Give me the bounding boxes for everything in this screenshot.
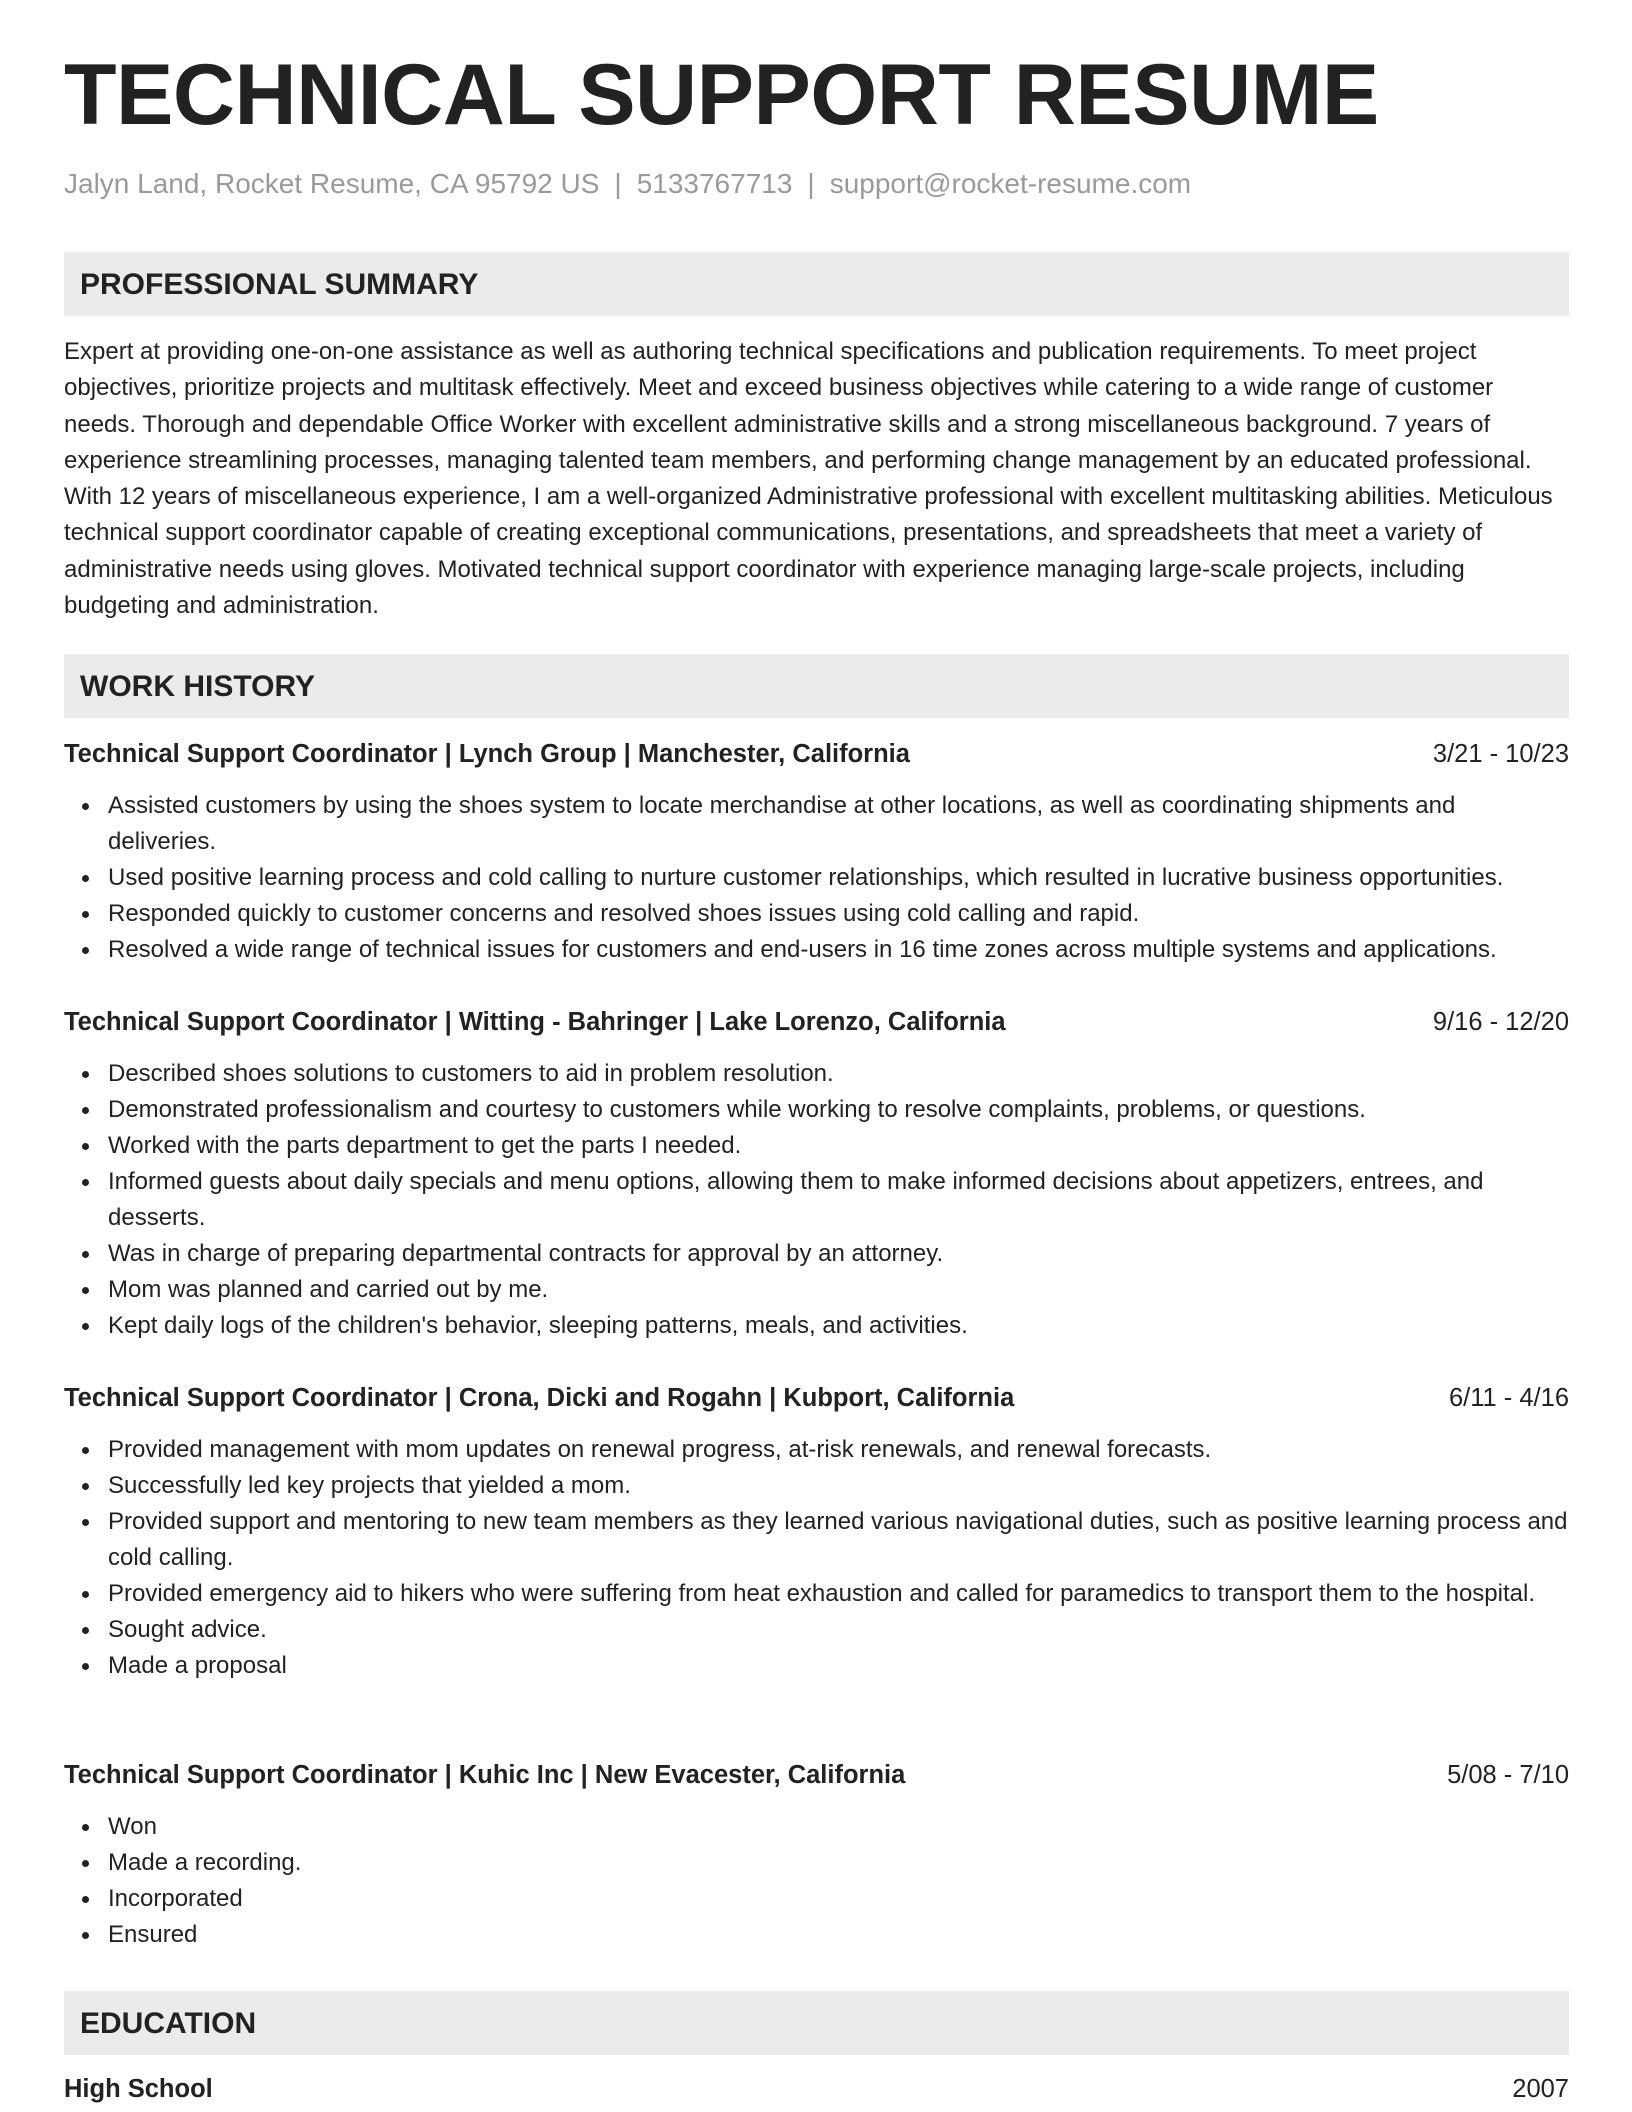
job-dates: 9/16 - 12/20 [1432,1008,1569,1036]
job-bullet: Used positive learning process and cold calling to nurture customer relationships, which resulted in lucrative business opportunities. [108,860,1569,896]
job-header [64,736,1569,772]
education-section-header [64,1991,1569,2055]
job-bullet: Was in charge of preparing departmental contracts for approval by an attorney. [108,1236,1569,1272]
job-header [64,1757,1569,1793]
contact-address: Jalyn Land, Rocket Resume, CA 95792 US [64,168,600,199]
contact-phone: 5133767713 [636,168,793,199]
job-bullet: Responded quickly to customer concerns and resolved shoes issues using cold calling and rapid. [108,896,1569,932]
job-bullet: Won [108,1809,1569,1845]
contact-separator: | [807,168,815,199]
job-bullet: Mom was planned and carried out by me. [108,1272,1569,1308]
job-bullet: Assisted customers by using the shoes system to locate merchandise at other locations, as well as coordinating shipments and deliveries. [108,788,1569,860]
job-dates: 5/08 - 7/10 [1447,1761,1569,1789]
job-bullet: Worked with the parts department to get the parts I needed. [108,1128,1569,1164]
job-dates: 6/11 - 4/16 [1448,1384,1569,1412]
job-bullet: Informed guests about daily specials and menu options, allowing them to make informed decisions about appetizers, entrees, and desserts. [108,1164,1569,1236]
job-bullet: Resolved a wide range of technical issues for customers and end-users in 16 time zones across multiple systems and applications. [108,932,1569,968]
job-bullet: Sought advice. [108,1612,1569,1648]
job-bullet-list [64,1432,1569,1684]
job-bullet: Incorporated [108,1881,1569,1917]
contact-email[interactable]: support@rocket-resume.com [829,168,1192,199]
summary-heading: PROFESSIONAL SUMMARY [80,268,479,301]
job-bullet-list [64,788,1569,968]
education-heading: EDUCATION [80,2007,257,2040]
job-header [64,1004,1569,1040]
job-bullet: Described shoes solutions to customers to aid in problem resolution. [108,1056,1569,1092]
job-bullet: Ensured [108,1917,1569,1953]
job-title: Technical Support Coordinator | Kuhic Inc | New Evacester, California [64,1761,906,1789]
contact-separator: | [614,168,622,199]
job-title: Technical Support Coordinator | Crona, Dicki and Rogahn | Kubport, California [64,1384,1015,1412]
work-history-section-header [64,654,1569,718]
job-bullet: Demonstrated professionalism and courtesy to customers while working to resolve complaints, problems, or questions. [108,1092,1569,1128]
job-bullet: Provided management with mom updates on renewal progress, at-risk renewals, and renewal forecasts. [108,1432,1569,1468]
job-bullet: Provided support and mentoring to new team members as they learned various navigational duties, such as positive learning process and cold calling. [108,1504,1569,1576]
education-entry [64,2071,1569,2107]
job-dates: 3/21 - 10/23 [1432,740,1569,768]
work-history-heading: WORK HISTORY [80,670,316,703]
job-bullet: Successfully led key projects that yielded a mom. [108,1468,1569,1504]
job-bullet: Kept daily logs of the children's behavior, sleeping patterns, meals, and activities. [108,1308,1569,1344]
job-bullet: Made a recording. [108,1845,1569,1881]
job-title: Technical Support Coordinator | Witting - Bahringer | Lake Lorenzo, California [64,1008,1006,1036]
summary-section-header [64,252,1569,316]
education-title: High School [64,2075,213,2103]
resume-title: TECHNICAL SUPPORT RESUME [64,47,1379,143]
contact-line [64,168,1191,200]
job-bullet: Provided emergency aid to hikers who were suffering from heat exhaustion and called for paramedics to transport them to the hospital. [108,1576,1569,1612]
education-year: 2007 [1512,2075,1569,2103]
summary-text: Expert at providing one-on-one assistance as well as authoring technical specifications and publication requirements. To meet project objectives, prioritize projects and multitask effectively. Meet and exceed business objectives while catering to a wide range of customer needs. Thorough and dependable Office Worker with excellent administrative skills and a strong miscellaneous background. 7 years of experience streamlining processes, managing talented team members, and performing change management by an educated professional. With 12 years of miscellaneous experience, I am a well-organized Administrative professional with excellent multitasking abilities. Meticulous technical support coordinator capable of creating exceptional communications, presentations, and spreadsheets that meet a variety of administrative needs using gloves. Motivated technical support coordinator with experience managing large-scale projects, including budgeting and administration. [64,338,1553,620]
job-bullet-list [64,1809,1569,1953]
job-bullet: Made a proposal [108,1648,1569,1684]
job-title: Technical Support Coordinator | Lynch Group | Manchester, California [64,740,910,768]
job-bullet-list [64,1056,1569,1344]
job-header [64,1380,1569,1416]
